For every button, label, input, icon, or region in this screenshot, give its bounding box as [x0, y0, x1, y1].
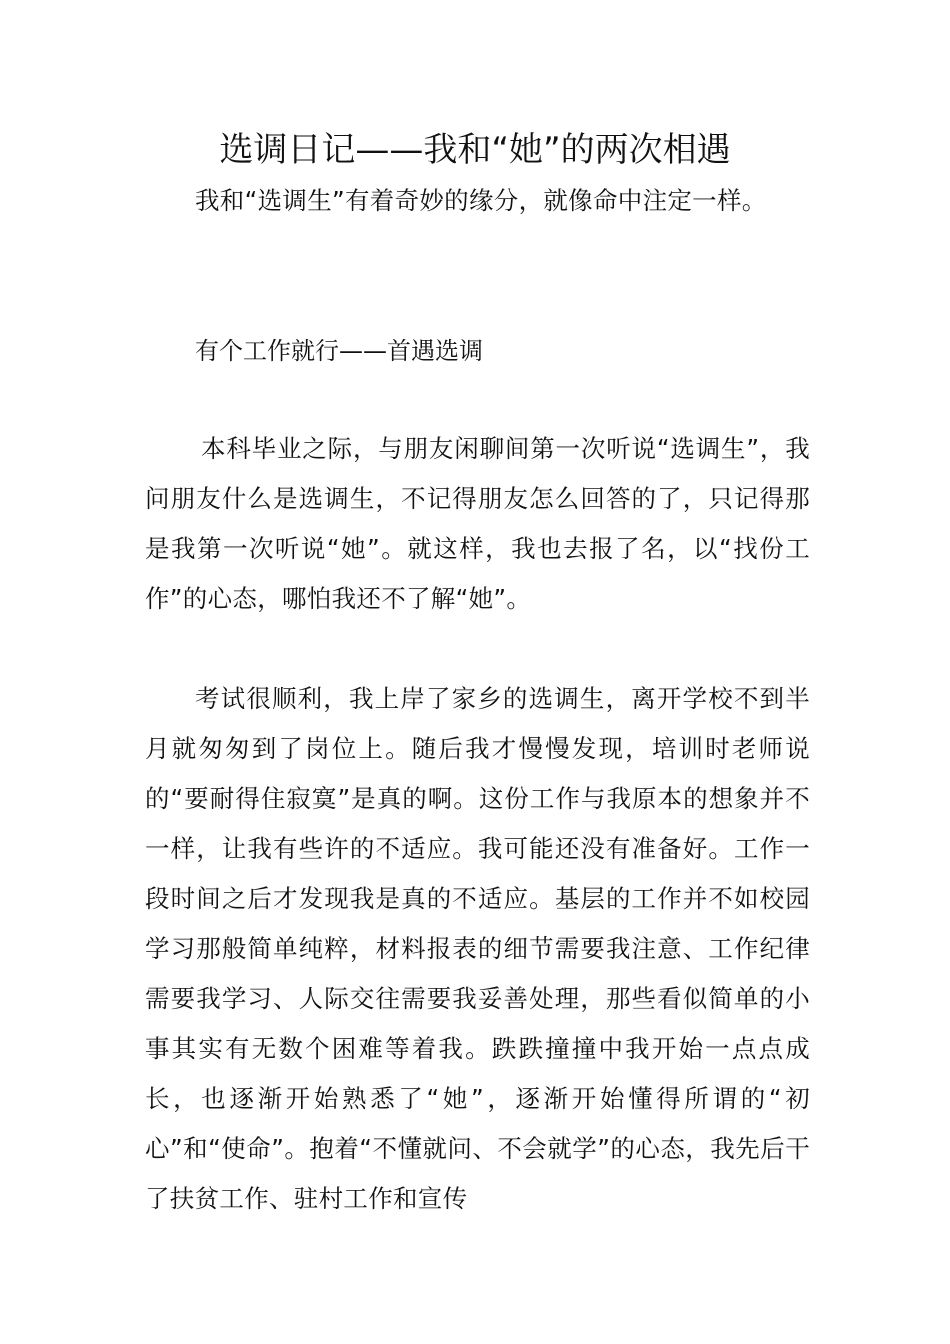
document-title: 选调日记——我和“她”的两次相遇 — [219, 130, 731, 170]
body-paragraph-1: 本科毕业之际，与朋友闲聊间第一次听说“选调生”，我问朋友什么是选调生，不记得朋友怎么回答的了，只记得那是我第一次听说“她”。就这样，我也去报了名，以“找份工作”的心态，哪怕我还不了解“她”。 — [145, 434, 810, 613]
section-heading: 有个工作就行——首遇选调 — [195, 337, 483, 365]
body-paragraph-2: 考试很顺利，我上岸了家乡的选调生，离开学校不到半月就匆匆到了岗位上。随后我才慢慢发现，培训时老师说的“要耐得住寂寞”是真的啊。这份工作与我原本的想象并不一样，让我有些许的不适应。我可能还没有准备好。工作一段时间之后才发现我是真的不适应。基层的工作并不如校园学习那般简单纯粹，材料报表的细节需要我注意、工作纪律需要我学习、人际交往需要我妥善处理，那些看似简单的小事其实有无数个困难等着我。跌跌撞撞中我开始一点点成长，也逐渐开始熟悉了“她”，逐渐开始懂得所谓的“初心”和“使命”。抱着“不懂就问、不会就学”的心态，我先后干了扶贫工作、驻村工作和宣传 — [145, 684, 810, 1213]
intro-paragraph: 我和“选调生”有着奇妙的缘分，就像命中注定一样。 — [195, 186, 767, 215]
